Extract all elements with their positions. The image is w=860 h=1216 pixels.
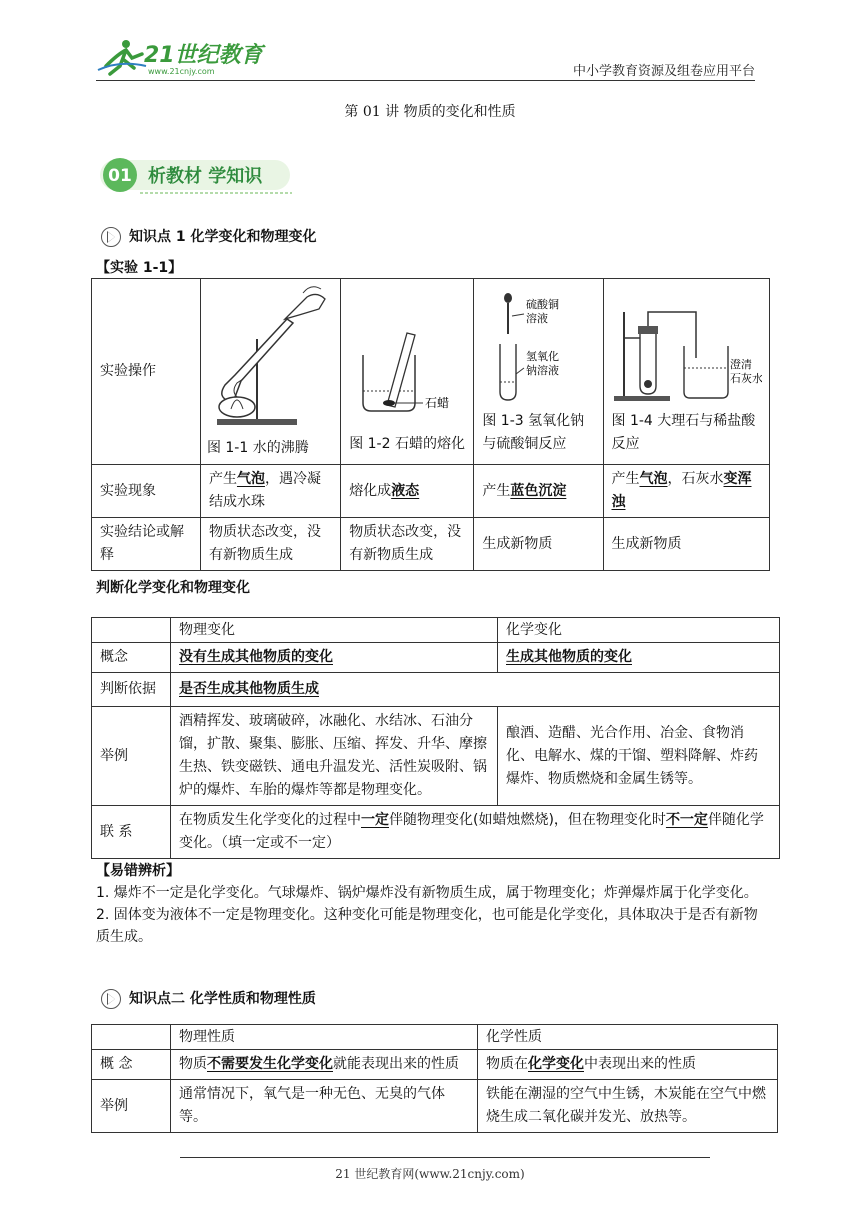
header-platform-text: 中小学教育资源及组卷应用平台 — [572, 64, 755, 79]
judge-heading: 判断化学变化和物理变化 — [96, 580, 250, 596]
mistakes-heading: 【易错辨析】 — [96, 863, 180, 879]
fig-1-3-cell — [474, 279, 603, 465]
prop-example-chemical: 铁能在潮湿的空气中生锈，木炭能在空气中燃烧生成二氧化碳并发光、放热等。 — [478, 1080, 778, 1133]
runner-icon — [98, 40, 146, 74]
row-label-operation: 实验操作 — [92, 279, 201, 465]
conclusion-1: 物质状态改变，没有新物质生成 — [200, 518, 340, 571]
fig-caption-1: 图 1-1 水的沸腾 — [206, 440, 309, 456]
mistake-item-2: 2. 固体变为液体不一定是物理变化。这种变化可能是物理变化，也可能是化学变化，具体取决于是否有新物质生成。 — [96, 907, 758, 945]
conclusion-4: 生成新物质 — [603, 518, 770, 571]
svg-text:硫酸铜: 硫酸铜 — [526, 298, 560, 311]
kp1-title: 知识点 1 化学变化和物理变化 — [129, 229, 317, 245]
fig-1-2-cell — [341, 279, 474, 465]
phenomenon-1: 产生气泡，遇冷凝结成水珠 — [200, 465, 340, 518]
prop-concept-physical: 物质不需要发生化学变化就能表现出来的性质 — [171, 1050, 478, 1080]
svg-text:石蜡: 石蜡 — [425, 396, 450, 410]
badge-number: 01 — [108, 166, 132, 186]
experiment-heading: 【实验 1-1】 — [96, 260, 183, 276]
judge-table — [91, 617, 780, 859]
logo-url: www.21cnjy.com — [148, 67, 215, 76]
concept-physical: 没有生成其他物质的变化 — [171, 643, 498, 673]
prop-concept-chemical: 物质在化学变化中表现出来的性质 — [478, 1050, 778, 1080]
concept-chemical: 生成其他物质的变化 — [498, 643, 780, 673]
footer-divider — [180, 1157, 710, 1158]
basis-label: 判断依据 — [92, 673, 171, 707]
knowledge-point-2 — [101, 988, 316, 1009]
section-badge — [100, 156, 295, 196]
boiling-water-apparatus-icon — [207, 279, 333, 429]
knowledge-point-1 — [101, 226, 317, 247]
col-header-chemical: 化学变化 — [498, 618, 780, 643]
prop-concept-label: 概 念 — [92, 1050, 171, 1080]
page-title: 第 01 讲 物质的变化和性质 — [344, 104, 516, 120]
phenomenon-3: 产生蓝色沉淀 — [474, 465, 603, 518]
phenomenon-4: 产生气泡，石灰水变浑浊 — [603, 465, 770, 518]
phenomenon-2: 熔化成液态 — [341, 465, 474, 518]
badge-text: 析教材 学知识 — [148, 166, 263, 187]
arrow-circle-icon — [101, 227, 121, 247]
conclusion-3: 生成新物质 — [474, 518, 603, 571]
row-label-conclusion: 实验结论或解释 — [92, 518, 201, 571]
kp2-title: 知识点二 化学性质和物理性质 — [129, 991, 316, 1007]
wax-melting-beaker-icon — [349, 325, 466, 425]
header-divider — [96, 80, 755, 81]
fig-1-1-cell — [200, 279, 340, 465]
row-label-phenomenon: 实验现象 — [92, 465, 201, 518]
example-physical: 酒精挥发、玻璃破碎，冰融化、水结冰、石油分馏，扩散、聚集、膨胀、压缩、挥发、升华、摩擦生热、铁变磁铁、通电升温发光、活性炭吸附、锅炉的爆炸、车胎的爆炸等都是物理变化。 — [171, 707, 498, 806]
col-header-physical-property: 物理性质 — [171, 1025, 478, 1050]
col-header-chemical-property: 化学性质 — [478, 1025, 778, 1050]
concept-label: 概念 — [92, 643, 171, 673]
basis-value: 是否生成其他物质生成 — [171, 673, 780, 707]
fig-caption-4: 图 1-4 大理石与稀盐酸反应 — [611, 413, 756, 452]
logo-text: 21世纪教育 — [144, 43, 263, 68]
conclusion-2: 物质状态改变，没有新物质生成 — [341, 518, 474, 571]
mistake-item-1: 1. 爆炸不一定是化学变化。气球爆炸、锅炉爆炸没有新物质生成，属于物理变化；炸弹爆炸属于化学变化。 — [96, 885, 758, 901]
prop-example-label: 举例 — [92, 1080, 171, 1133]
site-logo — [96, 36, 266, 80]
svg-text:氢氧化: 氢氧化 — [526, 350, 560, 363]
link-text: 在物质发生化学变化的过程中一定伴随物理变化(如蜡烛燃烧)，但在物理变化时不一定伴随化学变化。（填一定或不一定） — [171, 806, 780, 859]
svg-text:澄清: 澄清 — [729, 358, 752, 371]
fig-caption-2: 图 1-2 石蜡的熔化 — [349, 436, 465, 452]
arrow-circle-icon — [101, 989, 121, 1009]
svg-text:溶液: 溶液 — [526, 312, 549, 325]
example-chemical: 酿酒、造醋、光合作用、冶金、食物消化、电解水、煤的干馏、塑料降解、炸药爆炸、物质燃烧和金属生锈等。 — [498, 707, 780, 806]
marble-acid-reaction-icon — [612, 298, 762, 402]
svg-text:石灰水: 石灰水 — [729, 372, 762, 385]
naoh-cuso4-reaction-icon — [482, 288, 595, 402]
svg-text:钠溶液: 钠溶液 — [526, 364, 560, 377]
footer-text: 21 世纪教育网(www.21cnjy.com) — [335, 1167, 525, 1181]
link-label: 联 系 — [92, 806, 171, 859]
fig-caption-3: 图 1-3 氢氧化钠与硫酸铜反应 — [482, 413, 585, 452]
property-table — [91, 1024, 778, 1133]
mistakes-section — [96, 860, 768, 948]
col-header-physical: 物理变化 — [171, 618, 498, 643]
prop-example-physical: 通常情况下，氧气是一种无色、无臭的气体等。 — [171, 1080, 478, 1133]
fig-1-4-cell — [603, 279, 770, 465]
example-label: 举例 — [92, 707, 171, 806]
experiment-table — [91, 278, 770, 571]
